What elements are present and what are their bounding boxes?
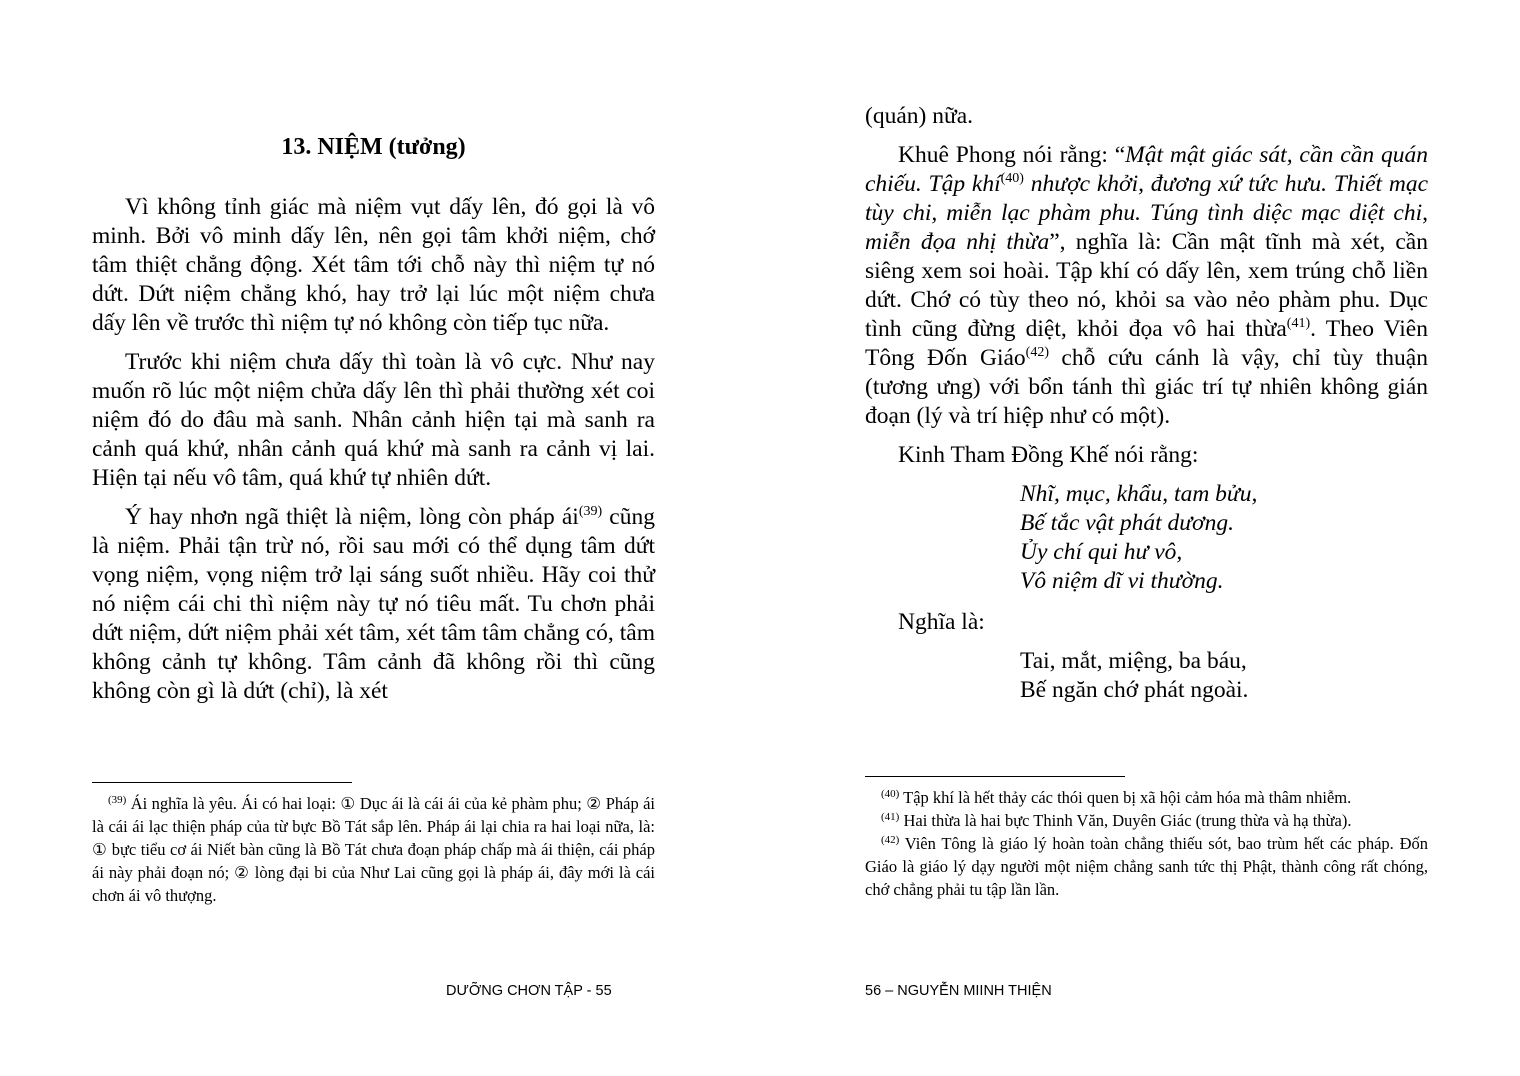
- page-footer: DƯỠNG CHƠN TẬP - 55: [446, 983, 612, 999]
- footnote-text: Viên Tông là giáo lý hoàn toàn chẳng thiếu sót, bao trùm hết các pháp. Đốn Giáo là giáo lý dạy người một niệm chẳng sanh tức thị Phật, thành công rất chóng, chớ chẳng phải tu tập lần lần.: [865, 834, 1428, 899]
- verse-line: Bế tắc vật phát dương.: [1020, 510, 1234, 536]
- quote-italic: nhược khởi, đương xứ tức hưu. Thiết mạc tùy chi, miễn lạc phàm phu. Túng tình diệc mạc diệt chi, miễn đọa nhị thừa: [865, 171, 1429, 255]
- paragraph: [865, 141, 1428, 431]
- verse-line: Ủy chí qui hư vô,: [1020, 539, 1183, 565]
- page-footer: 56 – NGUYỄN MIINH THIỆN: [865, 983, 1052, 999]
- footnote-text: Ái nghĩa là yêu. Ái có hai loại: ① Dục ái là cái ái của kẻ phàm phu; ② Pháp ái là cái ái lạc thiện pháp của từ bực Bồ Tát sắp lên. Pháp ái lại chia ra hai loại nữa, là: ① bực tiểu cơ ái Niết bàn cũng là Bồ Tát chưa đoạn pháp chấp mà ái thiện, cái pháp ái này phải đoạn nó; ② lòng đại bi của Như Lai cũng gọi là pháp ái, đây mới là cái chơn ái vô thượng.: [92, 794, 655, 905]
- footnote-text: Hai thừa là hai bực Thinh Văn, Duyên Giác (trung thừa và hạ thừa).: [899, 811, 1352, 830]
- paragraph-text: ”, nghĩa là: Cần mật tĩnh mà xét, cần siêng xem soi hoài. Tập khí có dấy lên, xem trúng chỗ liền dứt. Chớ có tùy theo nó, khỏi sa vào nẻo phàm phu. Dục tình cũng đừng diệt, khỏi đọa vô hai thừa: [865, 229, 1428, 342]
- right-body: [865, 102, 1428, 717]
- meaning-intro: Nghĩa là:: [898, 609, 985, 635]
- footnote: [92, 792, 655, 907]
- verse-line: Nhĩ, mục, khẩu, tam bửu,: [1020, 481, 1258, 507]
- verse-block: [1020, 480, 1428, 596]
- right-page: [865, 0, 1428, 1076]
- footnote-text: Tập khí là hết thảy các thói quen bị xã hội cảm hóa mà thâm nhiễm.: [899, 788, 1352, 807]
- footnote-mark: (40): [881, 788, 900, 800]
- footnote-ref[interactable]: (42): [1025, 345, 1049, 360]
- verse-intro: Kinh Tham Đồng Khế nói rằng:: [898, 442, 1199, 468]
- paragraph: Trước khi niệm chưa dấy thì toàn là vô cực. Như nay muốn rõ lúc một niệm chửa dấy lên thì phải thường xét coi niệm đó do đâu mà sanh. Nhân cảnh hiện tại mà sanh ra cảnh quá khứ, nhân cảnh quá khứ mà sanh ra cảnh vị lai. Hiện tại nếu vô tâm, quá khứ tự nhiên dứt.: [92, 349, 655, 491]
- footnote-divider: [865, 776, 1125, 777]
- left-body: [92, 193, 655, 716]
- paragraph-text: Khuê Phong nói rằng: “: [898, 142, 1126, 168]
- right-footnotes: [865, 786, 1428, 901]
- paragraph-text: chỗ cứu cánh là vậy, chỉ tùy thuận (tương ưng) với bổn tánh thì giác trí tự nhiên không gián đoạn (lý và trí hiệp như có một).: [865, 345, 1428, 429]
- footnote-divider: [92, 782, 352, 783]
- verse-line: Tai, mắt, miệng, ba báu,: [1020, 648, 1247, 674]
- continuation-text: (quán) nữa.: [865, 103, 973, 129]
- footnote-mark: (42): [881, 834, 900, 846]
- paragraph-text: Ý hay nhơn ngã thiệt là niệm, lòng còn pháp ái: [125, 504, 579, 530]
- paragraph-text: . Theo Viên Tông Đốn Giáo: [865, 316, 1428, 371]
- verse-line: Bế ngăn chớ phát ngoài.: [1020, 677, 1249, 703]
- footnote: [865, 786, 1428, 809]
- paragraph: Vì không tỉnh giác mà niệm vụt dấy lên, đó gọi là vô minh. Bởi vô minh dấy lên, nên gọi tâm khởi niệm, chớ tâm thiệt chẳng động. Xét tâm tới chỗ này thì niệm tự nó dứt. Dứt niệm chẳng khó, hay trở lại lúc một niệm chưa dấy lên về trước thì niệm tự nó không còn tiếp tục nữa.: [92, 194, 655, 336]
- footnote-mark: (39): [108, 794, 127, 806]
- quote-italic: Mật mật giác sát, cần cần quán chiếu. Tập khí: [865, 142, 1428, 197]
- footnote-ref[interactable]: (39): [578, 504, 603, 519]
- paragraph: [92, 503, 655, 706]
- footnote: [865, 832, 1428, 901]
- meaning-verse-block: [1020, 647, 1428, 705]
- section-heading: 13. NIỆM (tưởng): [281, 134, 466, 160]
- paragraph-text: cũng là niệm. Phải tận trừ nó, rồi sau mới có thể dụng tâm dứt vọng niệm, vọng niệm trở lại sáng suốt nhiều. Hãy coi thử nó niệm cái chi thì niệm này tự nó tiêu mất. Tu chơn phải dứt niệm, dứt niệm phải xét tâm, xét tâm tâm chẳng có, tâm không cảnh tự không. Tâm cảnh đã không rồi thì cũng không còn gì là dứt (chỉ), là xét: [92, 504, 655, 704]
- left-page: [92, 0, 655, 1076]
- footnote-ref[interactable]: (40): [1000, 171, 1024, 186]
- footnote-mark: (41): [881, 811, 900, 823]
- left-footnotes: [92, 792, 655, 907]
- verse-line: Vô niệm dĩ vi thường.: [1020, 568, 1224, 594]
- footnote-ref[interactable]: (41): [1286, 316, 1311, 331]
- footnote: [865, 809, 1428, 832]
